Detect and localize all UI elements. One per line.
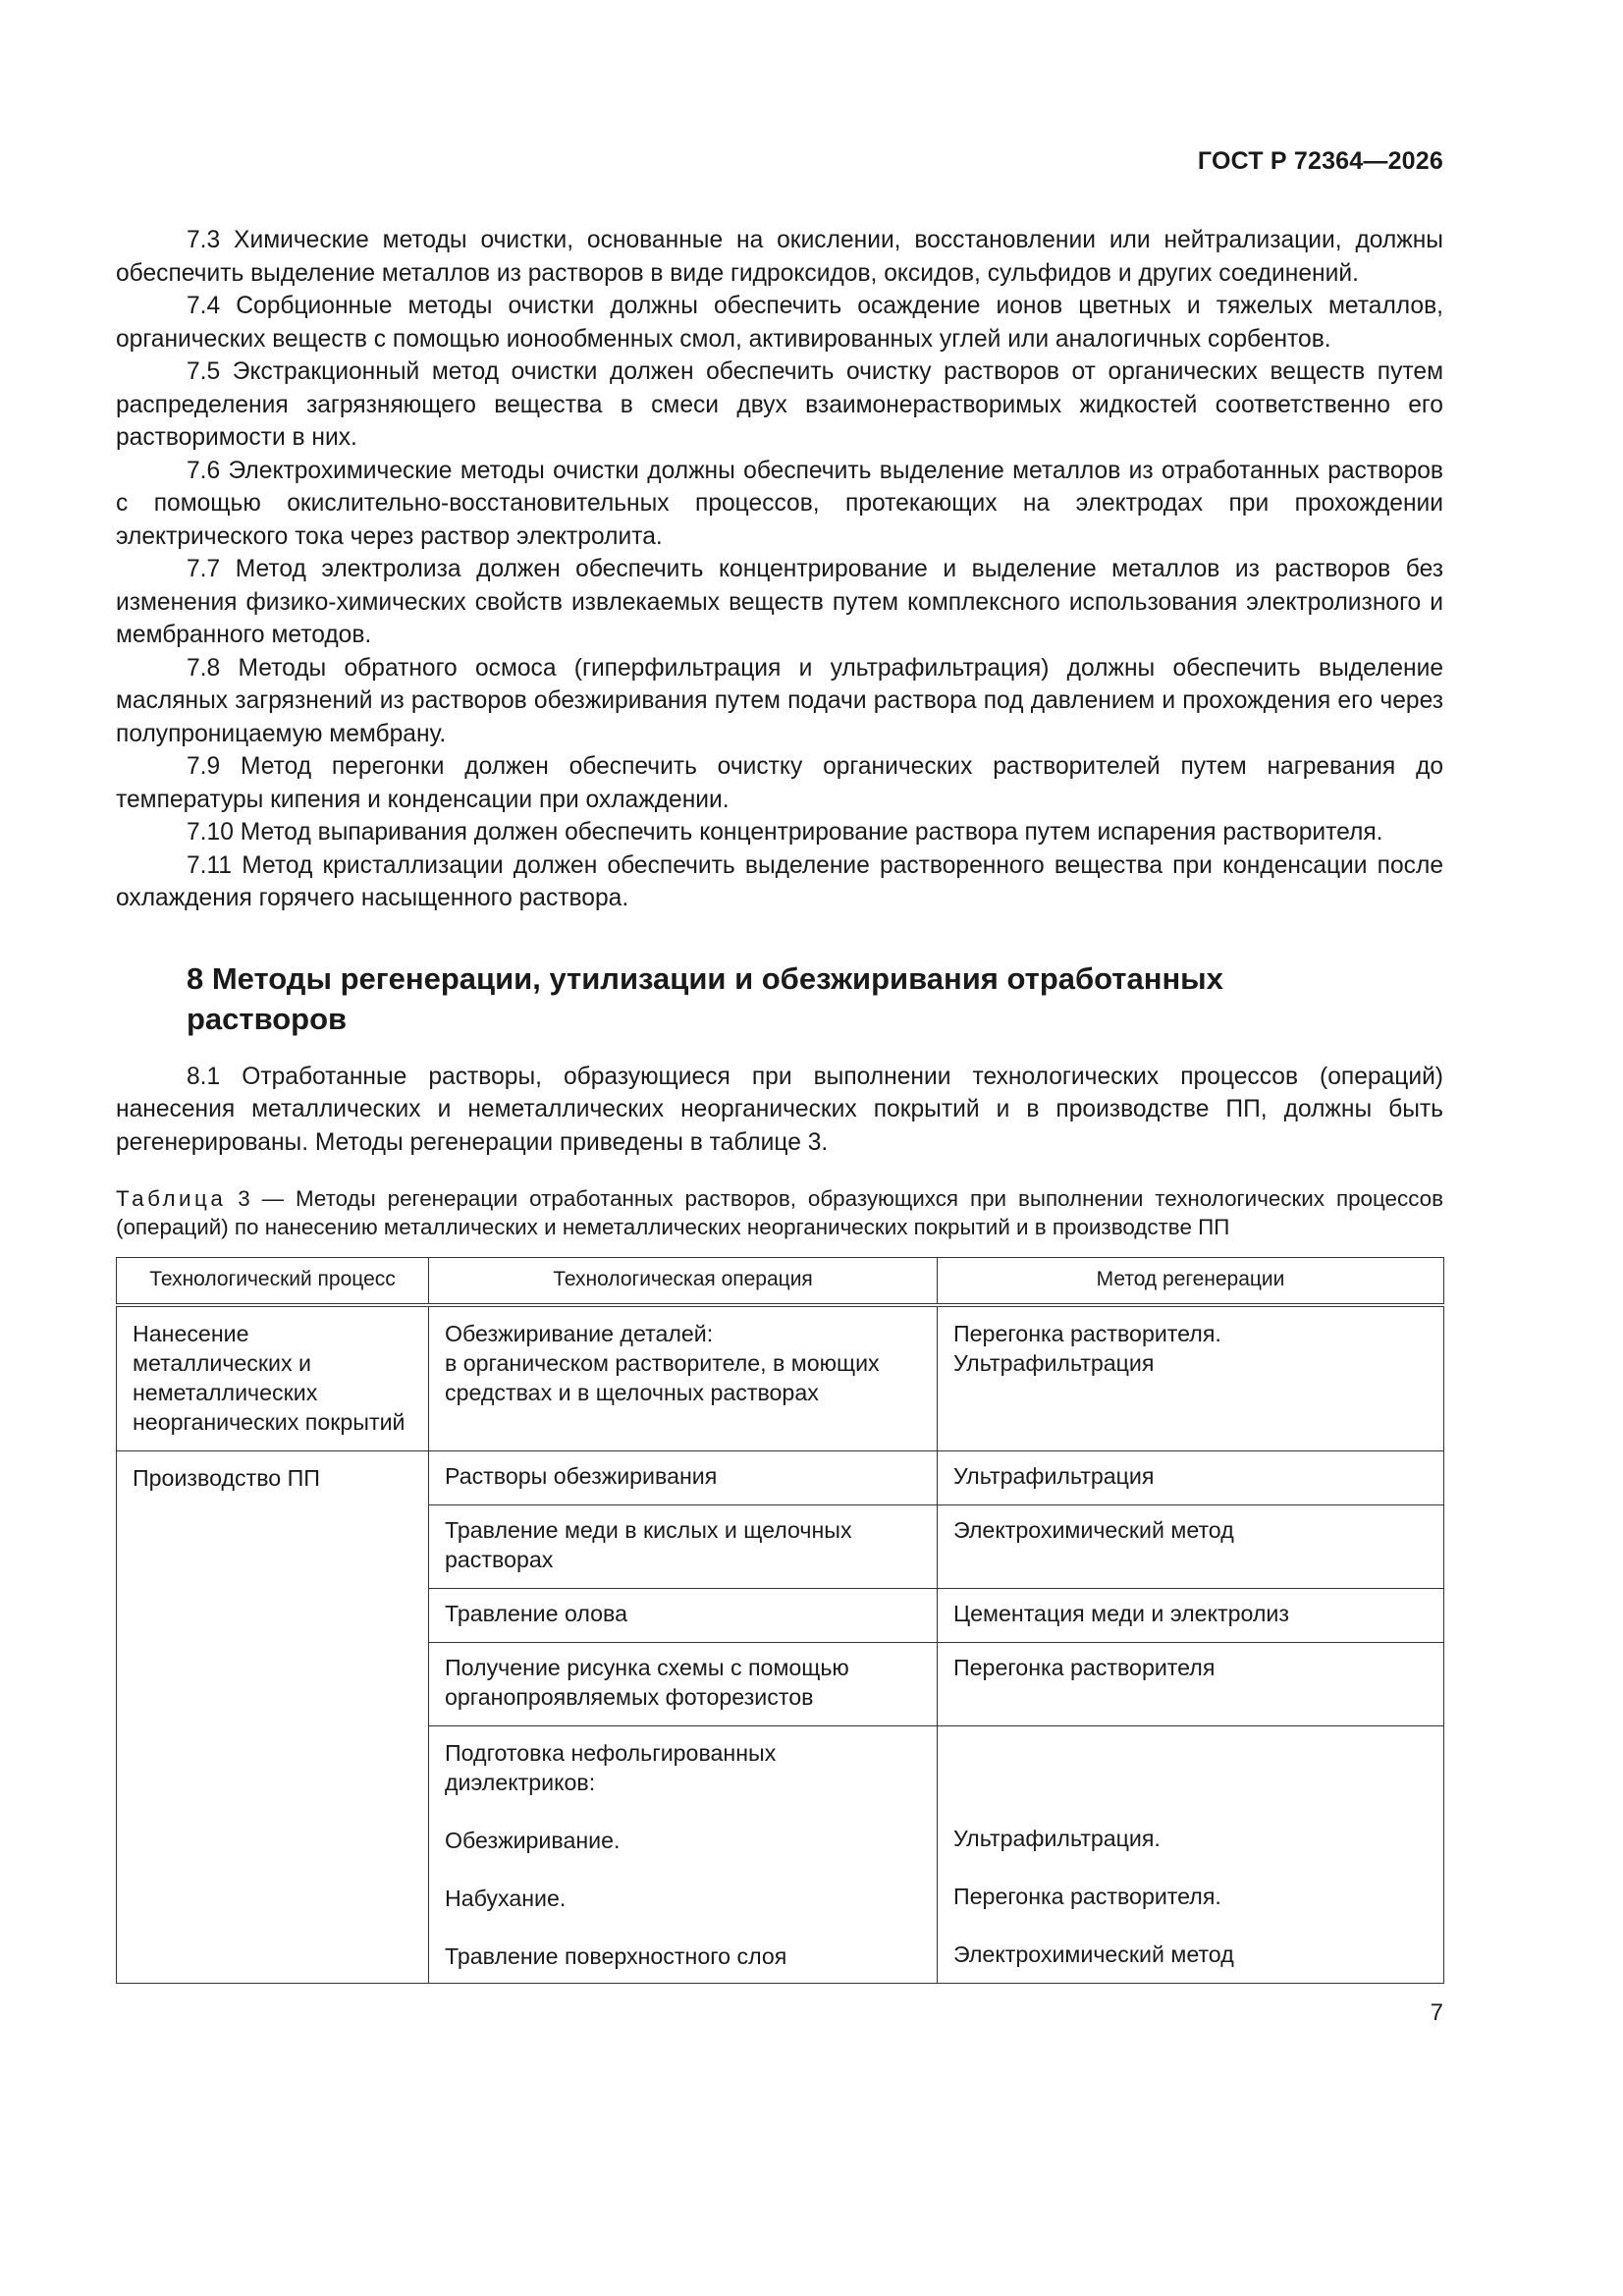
table-caption-label: Таблица bbox=[116, 1186, 227, 1211]
method-line: Перегонка растворителя. bbox=[953, 1884, 1221, 1909]
operation-cell: Травление олова bbox=[429, 1589, 938, 1643]
paragraph-8-1: 8.1 Отработанные растворы, образующиеся при выполнении технологических процессов (операций) нанесения металлических и неметаллических неорганических покрытий и в производстве ПП, должны быть регенерированы. Методы регенерации приведены в таблице 3. bbox=[116, 1063, 1443, 1156]
method-cell: Цементация меди и электролиз bbox=[938, 1589, 1444, 1643]
operation-line: Обезжиривание деталей: bbox=[445, 1321, 714, 1346]
table-caption bbox=[116, 1184, 1443, 1241]
operation-line: Обезжиривание. bbox=[445, 1828, 621, 1853]
table-row bbox=[117, 1305, 1444, 1451]
operation-line: в органическом растворителе, в моющих средствах и в щелочных растворах bbox=[445, 1350, 880, 1405]
method-cell bbox=[938, 1726, 1444, 1984]
method-line: Ультрафильтрация bbox=[953, 1350, 1155, 1376]
method-line: Ультрафильтрация. bbox=[953, 1826, 1161, 1851]
paragraph-7-5: 7.5 Экстракционный метод очистки должен обеспечить очистку растворов от органических веществ путем распределения загрязняющего вещества в смеси двух взаимонерастворимых жидкостей соответственно его растворимости в них. bbox=[116, 358, 1443, 451]
paragraph-7-8: 7.8 Методы обратного осмоса (гиперфильтрация и ультрафильтрация) должны обеспечить выделение масляных загрязнений из растворов обезжиривания путем подачи раствора под давлением и прохождения его через полупроницаемую мембрану. bbox=[116, 654, 1443, 747]
paragraph-7-11: 7.11 Метод кристаллизации должен обеспечить выделение растворенного вещества при конденсации после охлаждения горячего насыщенного раствора. bbox=[116, 851, 1443, 911]
page-number: 7 bbox=[1430, 1999, 1443, 2026]
paragraph-7-6: 7.6 Электрохимические методы очистки должны обеспечить выделение металлов из отработанных растворов с помощью окислительно-восстановительных процессов, протекающих на электродах при прохождении электрического тока через раствор электролита. bbox=[116, 457, 1443, 550]
method-line: Перегонка растворителя. bbox=[953, 1321, 1221, 1346]
process-cell: Нанесение металлических и неметаллических неорганических покрытий bbox=[117, 1305, 429, 1451]
table-row bbox=[117, 1451, 1444, 1505]
operation-cell: Травление меди в кислых и щелочных растворах bbox=[429, 1505, 938, 1589]
column-header-method: Метод регенерации bbox=[938, 1258, 1444, 1306]
operation-line: Набухание. bbox=[445, 1886, 567, 1911]
operation-cell bbox=[429, 1305, 938, 1451]
paragraph-7-4: 7.4 Сорбционные методы очистки должны обеспечить осаждение ионов цветных и тяжелых металлов, органических веществ с помощью ионообменных смол, активированных углей или аналогичных сорбентов. bbox=[116, 293, 1443, 353]
operation-cell: Получение рисунка схемы с помощью органопроявляемых фоторезистов bbox=[429, 1643, 938, 1726]
column-header-process: Технологический процесс bbox=[117, 1258, 429, 1306]
paragraph-7-3: 7.3 Химические методы очистки, основанные на окислении, восстановлении или нейтрализации, должны обеспечить выделение металлов из растворов в виде гидроксидов, оксидов, сульфидов и других соединений. bbox=[116, 227, 1443, 287]
paragraph-7-10: 7.10 Метод выпаривания должен обеспечить концентрирование раствора путем испарения растворителя. bbox=[187, 819, 1383, 846]
operation-cell bbox=[429, 1726, 938, 1984]
paragraph-7-9: 7.9 Метод перегонки должен обеспечить очистку органических растворителей путем нагревания до температуры кипения и конденсации при охлаждении. bbox=[116, 753, 1443, 813]
operation-line: Травление поверхностного слоя bbox=[445, 1943, 787, 1969]
operation-heading: Подготовка нефольгированных диэлектриков: bbox=[445, 1740, 777, 1795]
method-cell: Перегонка растворителя bbox=[938, 1643, 1444, 1726]
method-cell bbox=[938, 1305, 1444, 1451]
regeneration-methods-table bbox=[116, 1257, 1444, 1984]
column-header-operation: Технологическая операция bbox=[429, 1258, 938, 1306]
method-line: Электрохимический метод bbox=[953, 1941, 1234, 1967]
process-cell: Производство ПП bbox=[117, 1451, 429, 1984]
paragraph-7-7: 7.7 Метод электролиза должен обеспечить концентрирование и выделение металлов из растворов без изменения физико-химических свойств извлекаемых веществ путем комплексного использования электролизного и мембранного методов. bbox=[116, 556, 1443, 648]
document-code: ГОСТ Р 72364—2026 bbox=[1197, 147, 1443, 175]
operation-cell: Растворы обезжиривания bbox=[429, 1451, 938, 1505]
table-caption-text: 3 — Методы регенерации отработанных растворов, образующихся при выполнении технологических процессов (операций) по нанесению металлических и неметаллических неорганических покрытий и в производстве ПП bbox=[116, 1186, 1443, 1239]
table-header-row bbox=[117, 1258, 1444, 1306]
section-8-heading: 8 Методы регенерации, утилизации и обезжиривания отработанных растворов bbox=[187, 960, 1223, 1036]
page-content bbox=[116, 224, 1443, 1984]
method-cell: Электрохимический метод bbox=[938, 1505, 1444, 1589]
method-cell: Ультрафильтрация bbox=[938, 1451, 1444, 1505]
